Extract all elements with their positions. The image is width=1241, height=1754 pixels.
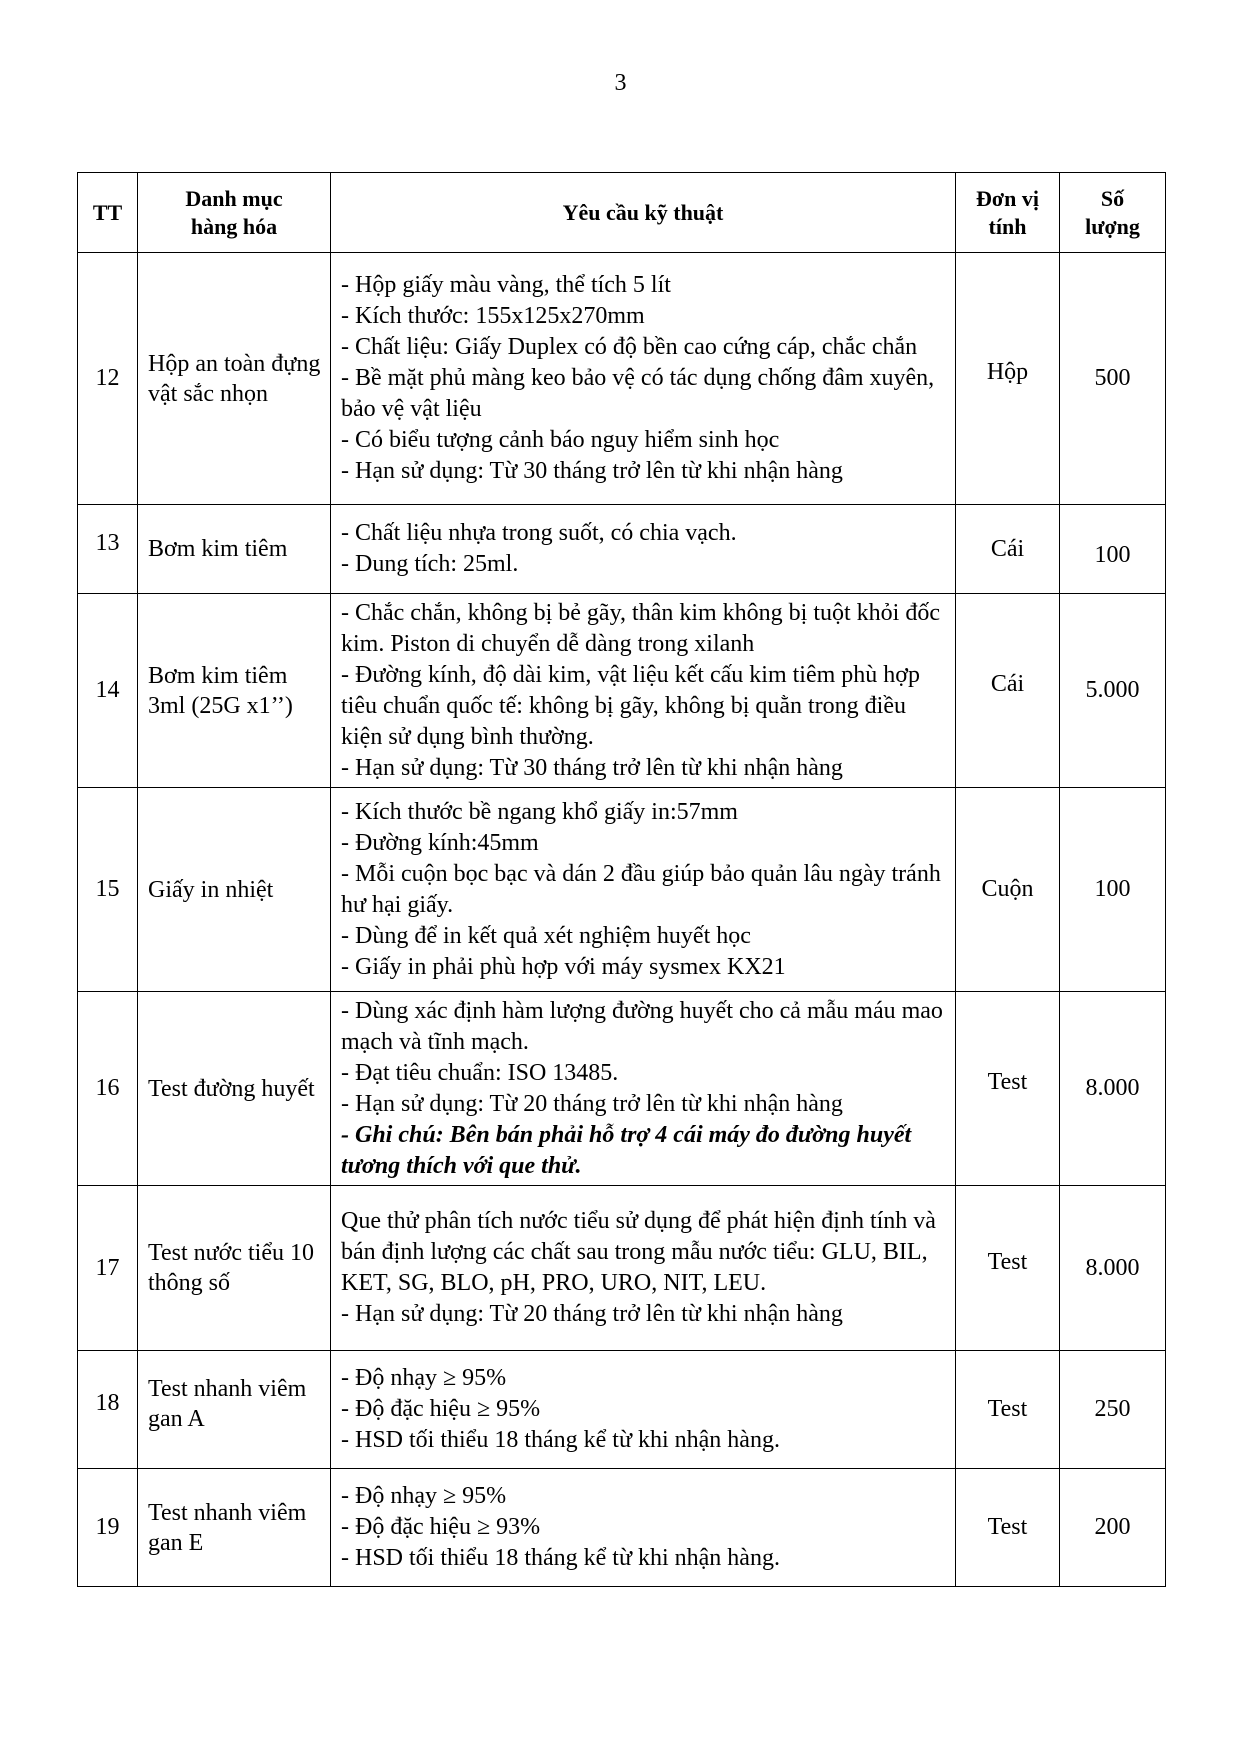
- item-name: Bơm kim tiêm 3ml (25G x1’’): [138, 594, 331, 788]
- item-name: Giấy in nhiệt: [138, 788, 331, 992]
- row-number-value: 18: [95, 1390, 120, 1416]
- requirement-line: - Chất liệu: Giấy Duplex có độ bền cao cứng cáp, chắc chắn: [341, 334, 918, 360]
- requirement-line: - Độ nhạy ≥ 95%: [341, 1365, 507, 1391]
- requirement-line: - Kích thước: 155x125x270mm: [341, 303, 645, 329]
- requirements-cell: [331, 1351, 956, 1469]
- row-number: [78, 505, 138, 594]
- table-row: [78, 594, 1166, 788]
- unit-cell: [956, 1186, 1060, 1351]
- requirement-line: - Dung tích: 25ml.: [341, 551, 519, 577]
- row-number: 19: [78, 1469, 138, 1587]
- requirements-cell: [331, 788, 956, 992]
- requirement-line: - Độ đặc hiệu ≥ 95%: [341, 1396, 541, 1422]
- requirements-cell: [331, 253, 956, 505]
- unit-cell: Cái: [956, 505, 1060, 594]
- requirement-line: Que thử phân tích nước tiểu sử dụng để phát hiện định tính và bán định lượng các chất sau trong mẫu nước tiểu: GLU, BIL, KET, SG, BLO, pH, PRO, URO, NIT, LEU.: [341, 1208, 936, 1296]
- row-number: 15: [78, 788, 138, 992]
- item-name: Test nước tiểu 10 thông số: [138, 1186, 331, 1351]
- unit-value: Cái: [990, 671, 1025, 697]
- requirement-line: - Dùng để in kết quả xét nghiệm huyết học: [341, 922, 751, 949]
- technical-spec-table: [77, 172, 1166, 1587]
- item-name: [138, 1351, 331, 1469]
- page-number: 3: [614, 70, 627, 96]
- header-quantity-line2: lượng: [1085, 213, 1140, 239]
- requirement-line: - Đường kính, độ dài kim, vật liệu kết cấu kim tiêm phù hợp tiêu chuẩn quốc tế: không bị gãy, không bị quằn trong điều kiện sử dụng bình thường.: [341, 661, 920, 750]
- row-number-value: 13: [95, 529, 120, 556]
- requirement-line: - Hạn sử dụng: Từ 30 tháng trở lên từ khi nhận hàng: [341, 458, 843, 484]
- requirement-line: - Đạt tiêu chuẩn: ISO 13485.: [341, 1059, 619, 1086]
- row-number: 14: [78, 594, 138, 788]
- header-item: [138, 173, 331, 253]
- quantity-value: 100: [1094, 541, 1131, 568]
- unit-cell: [956, 594, 1060, 788]
- table-row: [78, 1469, 1166, 1587]
- item-name: Test đường huyết: [138, 992, 331, 1186]
- header-unit: [956, 173, 1060, 253]
- row-number: 16: [78, 992, 138, 1186]
- requirement-note: - Ghi chú: Bên bán phải hỗ trợ 4 cái máy đo đường huyết tương thích với que thử.: [341, 1121, 912, 1179]
- quantity-cell: 500: [1060, 253, 1166, 505]
- requirements-cell: [331, 1186, 956, 1351]
- unit-cell: Test: [956, 1351, 1060, 1469]
- requirement-line: - Hộp giấy màu vàng, thể tích 5 lít: [341, 272, 671, 298]
- requirement-line: - Dùng xác định hàm lượng đường huyết cho cả mẫu máu mao mạch và tĩnh mạch.: [341, 997, 943, 1055]
- table-row: [78, 788, 1166, 992]
- requirements-cell: [331, 1469, 956, 1587]
- unit-cell: [956, 253, 1060, 505]
- header-item-line1: Danh mục: [185, 185, 283, 211]
- requirement-line: - HSD tối thiểu 18 tháng kể từ khi nhận hàng.: [341, 1545, 780, 1571]
- item-name: Test nhanh viêm gan E: [138, 1469, 331, 1587]
- unit-cell: [956, 992, 1060, 1186]
- quantity-cell: 250: [1060, 1351, 1166, 1469]
- unit-value: Test: [987, 1248, 1028, 1275]
- table-row: [78, 253, 1166, 505]
- quantity-cell: 8.000: [1060, 992, 1166, 1186]
- quantity-cell: [1060, 505, 1166, 594]
- header-unit-line2: tính: [988, 213, 1027, 239]
- requirement-line: - Đường kính:45mm: [341, 829, 539, 856]
- item-name: Hộp an toàn đựng vật sắc nhọn: [138, 253, 331, 505]
- table-row: [78, 992, 1166, 1186]
- item-name: Bơm kim tiêm: [138, 505, 331, 594]
- header-item-line2: hàng hóa: [190, 213, 278, 239]
- requirement-line: - Giấy in phải phù hợp với máy sysmex KX21: [341, 953, 786, 980]
- quantity-cell: 200: [1060, 1469, 1166, 1587]
- header-tt: TT: [78, 173, 138, 253]
- requirements-cell: [331, 992, 956, 1186]
- table-row: [78, 1351, 1166, 1469]
- requirement-line: - Hạn sử dụng: Từ 20 tháng trở lên từ khi nhận hàng: [341, 1090, 843, 1117]
- header-quantity: [1060, 173, 1166, 253]
- table-row: [78, 1186, 1166, 1351]
- requirement-line: - Chất liệu nhựa trong suốt, có chia vạch.: [341, 520, 737, 546]
- item-name-value: Test nhanh viêm gan A: [148, 1375, 307, 1432]
- requirements-cell: [331, 505, 956, 594]
- requirement-line: - Có biểu tượng cảnh báo nguy hiểm sinh học: [341, 427, 780, 453]
- row-number: [78, 1351, 138, 1469]
- requirement-line: - Độ đặc hiệu ≥ 93%: [341, 1514, 541, 1540]
- header-requirements: Yêu cầu kỹ thuật: [331, 173, 956, 253]
- header-quantity-line1: Số: [1100, 185, 1125, 211]
- requirement-line: - Hạn sử dụng: Từ 20 tháng trở lên từ khi nhận hàng: [341, 1301, 843, 1327]
- requirement-line: - Chắc chắn, không bị bẻ gãy, thân kim không bị tuột khỏi đốc kim. Piston di chuyển dễ dàng trong xilanh: [341, 599, 941, 657]
- row-number: 17: [78, 1186, 138, 1351]
- unit-cell: Cuộn: [956, 788, 1060, 992]
- requirement-line: - HSD tối thiểu 18 tháng kể từ khi nhận hàng.: [341, 1427, 780, 1453]
- quantity-cell: 8.000: [1060, 1186, 1166, 1351]
- requirement-line: - Hạn sử dụng: Từ 30 tháng trở lên từ khi nhận hàng: [341, 754, 843, 781]
- table-row: [78, 505, 1166, 594]
- requirement-line: - Mỗi cuộn bọc bạc và dán 2 đầu giúp bảo quản lâu ngày tránh hư hại giấy.: [341, 860, 941, 918]
- requirements-cell: [331, 594, 956, 788]
- quantity-cell: 100: [1060, 788, 1166, 992]
- unit-cell: Test: [956, 1469, 1060, 1587]
- header-unit-line1: Đơn vị: [976, 185, 1039, 211]
- unit-value: Hộp: [986, 359, 1029, 385]
- table-header-row: [78, 173, 1166, 253]
- unit-value: Test: [987, 1069, 1028, 1095]
- quantity-cell: 5.000: [1060, 594, 1166, 788]
- requirement-line: - Bề mặt phủ màng keo bảo vệ có tác dụng chống đâm xuyên, bảo vệ vật liệu: [341, 365, 935, 422]
- requirement-line: - Độ nhạy ≥ 95%: [341, 1483, 507, 1509]
- row-number: 12: [78, 253, 138, 505]
- requirement-line: - Kích thước bề ngang khổ giấy in:57mm: [341, 798, 738, 825]
